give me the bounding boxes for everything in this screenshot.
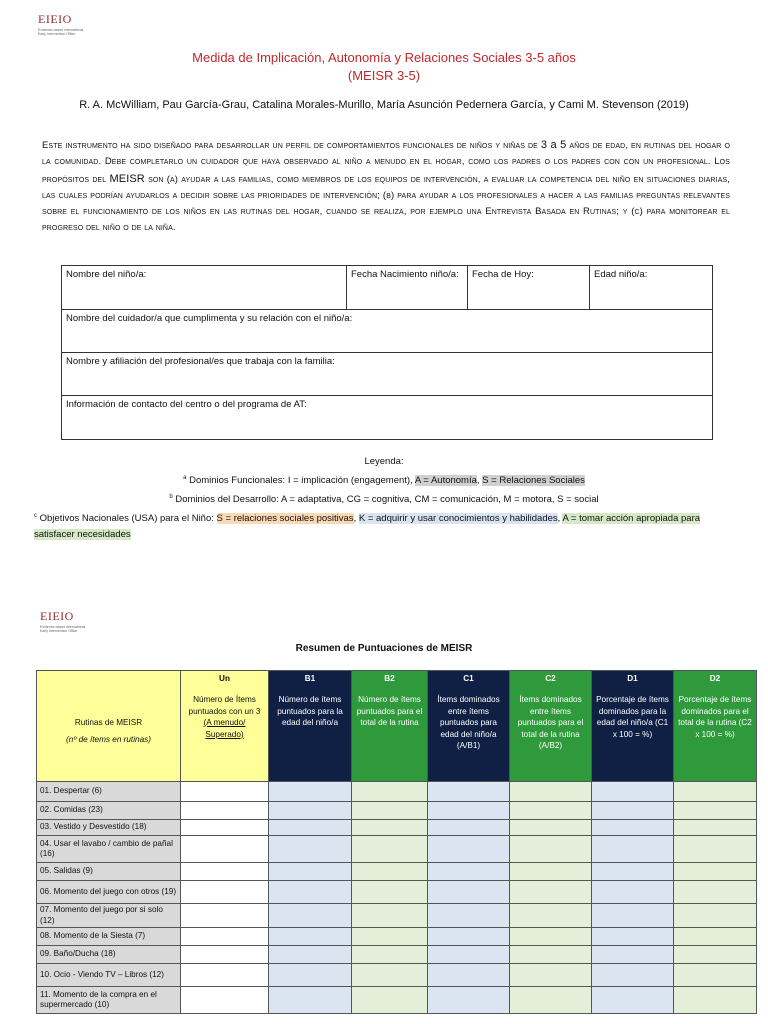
score-cell[interactable] — [674, 904, 757, 928]
score-cell[interactable] — [269, 820, 352, 836]
score-cell[interactable] — [352, 987, 428, 1014]
score-cell[interactable] — [352, 836, 428, 863]
professional-field[interactable]: Nombre y afiliación del profesional/es que trabaja con la familia: — [62, 353, 713, 396]
score-cell[interactable] — [510, 881, 592, 904]
logo — [38, 12, 118, 36]
score-cell[interactable] — [428, 964, 510, 987]
column-header: C1 Ítems dominados entre ítems puntuados para edad del niño/a (A/B1) — [428, 671, 510, 782]
routine-label: 07. Momento del juego por si solo (12) — [37, 904, 181, 928]
score-cell[interactable] — [428, 987, 510, 1014]
legend-functional-domains: $^a$ Dominios Funcionales: I = implicación (engagement), A = Autonomía, S = Relaciones Sociales — [183, 475, 585, 487]
score-cell[interactable] — [269, 946, 352, 964]
routine-label: 04. Usar el lavabo / cambio de pañal (16) — [37, 836, 181, 863]
contact-field[interactable]: Información de contacto del centro o del programa de AT: — [62, 396, 713, 440]
child-age-field[interactable]: Edad niño/a: — [590, 266, 713, 310]
table-row — [37, 782, 757, 802]
score-cell[interactable] — [181, 881, 269, 904]
column-header: B1 Número de ítems puntuados para la edad del niño/a — [269, 671, 352, 782]
logo-subtitle: Evidence-based International Early Intervention Office — [38, 28, 84, 36]
column-header: B2 Número de ítems puntuados para el total de la rutina — [352, 671, 428, 782]
table-row — [37, 802, 757, 820]
score-cell[interactable] — [592, 836, 674, 863]
score-cell[interactable] — [592, 863, 674, 881]
intro-paragraph: Este instrumento ha sido diseñado para desarrollar un perfil de comportamientos funcionales de niños y niñas de 3 a 5 años de edad, en rutinas del hogar o la comunidad. Debe completarlo un cuidador que haya observado al niño a menudo en el hogar, como los padres o los padres con con un profesional. Los propósitos del MEISR son (a) ayudar a las familias, como miembros de los equipos de intervención, a evaluar la competencia del niño en situaciones diarias, las cuales podrían ayudarlos a decidir sobre las prioridades de intervención; (b) para ayudar a los profesionales a hacer a las familias preguntas relevantes sobre el funcionamiento de los niños en las rutinas del hogar, cuando se realiza, por ejemplo una Entrevista Basada en Rutinas; y (c) para monitorear el progreso del niño o de la niña. — [42, 139, 731, 234]
score-cell[interactable] — [510, 928, 592, 946]
score-cell[interactable] — [674, 881, 757, 904]
meisr-summary-table — [36, 670, 757, 1014]
score-cell[interactable] — [428, 782, 510, 802]
score-cell[interactable] — [352, 946, 428, 964]
score-cell[interactable] — [428, 946, 510, 964]
table-row — [37, 820, 757, 836]
score-cell[interactable] — [510, 946, 592, 964]
score-cell[interactable] — [269, 987, 352, 1014]
score-cell[interactable] — [352, 964, 428, 987]
child-info-form — [61, 265, 713, 440]
score-cell[interactable] — [674, 946, 757, 964]
score-cell[interactable] — [352, 782, 428, 802]
score-cell[interactable] — [181, 863, 269, 881]
birth-date-field[interactable]: Fecha Nacimiento niño/a: — [347, 266, 468, 310]
table-row — [37, 881, 757, 904]
column-header: D2 Porcentaje de ítems dominados para el total de la rutina (C2 x 100 = %) — [674, 671, 757, 782]
score-cell[interactable] — [510, 863, 592, 881]
score-cell[interactable] — [181, 904, 269, 928]
score-cell[interactable] — [269, 904, 352, 928]
routine-label: 09. Baño/Ducha (18) — [37, 946, 181, 964]
logo-subtitle: Evidence-based International Early Intervention Office — [40, 625, 86, 633]
table-row — [37, 928, 757, 946]
table-row — [37, 836, 757, 863]
score-cell[interactable] — [510, 782, 592, 802]
score-cell[interactable] — [352, 881, 428, 904]
score-cell[interactable] — [674, 802, 757, 820]
score-cell[interactable] — [352, 904, 428, 928]
score-cell[interactable] — [592, 904, 674, 928]
routine-label: 03. Vestido y Desvestido (18) — [37, 820, 181, 836]
meisr-summary-body — [37, 782, 757, 1014]
column-header: C2 Ítems dominados entre ítems puntuados para el total de la rutina (A/B2) — [510, 671, 592, 782]
score-cell[interactable] — [181, 782, 269, 802]
score-cell[interactable] — [269, 836, 352, 863]
score-cell[interactable] — [592, 881, 674, 904]
legend-developmental-domains: $^b$ Dominios del Desarrollo: A = adaptativa, CG = cognitiva, CM = comunicación, M = motora, S = social — [169, 494, 599, 506]
score-cell[interactable] — [510, 964, 592, 987]
score-cell[interactable] — [181, 836, 269, 863]
score-cell[interactable] — [352, 802, 428, 820]
score-cell[interactable] — [510, 987, 592, 1014]
routine-label: 06. Momento del juego con otros (19) — [37, 881, 181, 904]
authors: R. A. McWilliam, Pau García-Grau, Catalina Morales-Murillo, María Asunción Pedernera García, y Cami M. Stevenson (2019) — [79, 99, 689, 111]
table-row — [37, 946, 757, 964]
routine-label: 11. Momento de la compra en el supermercado (10) — [37, 987, 181, 1014]
table-row — [37, 964, 757, 987]
score-cell[interactable] — [181, 928, 269, 946]
table-row — [37, 863, 757, 881]
score-cell[interactable] — [510, 820, 592, 836]
routine-label: 08. Momento de la Siesta (7) — [37, 928, 181, 946]
routine-label: 05. Salidas (9) — [37, 863, 181, 881]
score-cell[interactable] — [510, 904, 592, 928]
column-header: D1 Porcentaje de ítems dominados para la edad del niño/a (C1 x 100 = %) — [592, 671, 674, 782]
legend-national-outcomes: $^c$ Objetivos Nacionales (USA) para el Niño: S = relaciones sociales positivas, K = adquirir y usar conocimientos y habilidades, A = tomar acción apropiada para satisfacer necesidades — [34, 513, 701, 541]
score-cell[interactable] — [269, 802, 352, 820]
score-cell[interactable] — [269, 782, 352, 802]
score-cell[interactable] — [428, 863, 510, 881]
routine-label: 02. Comidas (23) — [37, 802, 181, 820]
score-cell[interactable] — [674, 782, 757, 802]
score-cell[interactable] — [510, 836, 592, 863]
score-cell[interactable] — [592, 928, 674, 946]
score-cell[interactable] — [269, 863, 352, 881]
score-cell[interactable] — [181, 946, 269, 964]
column-header: Un Número de Ítems puntuados con un 3 (A menudo/ Superado) — [181, 671, 269, 782]
score-cell[interactable] — [269, 964, 352, 987]
score-cell[interactable] — [428, 820, 510, 836]
score-cell[interactable] — [269, 881, 352, 904]
score-cell[interactable] — [428, 904, 510, 928]
logo — [40, 609, 120, 633]
summary-title: Resumen de Puntuaciones de MEISR — [295, 643, 473, 654]
legend — [0, 454, 768, 543]
routine-header: Rutinas de MEISR (nº de ítems en rutinas) — [37, 671, 181, 782]
score-cell[interactable] — [428, 928, 510, 946]
legend-title: Leyenda: — [364, 456, 404, 467]
score-cell[interactable] — [674, 836, 757, 863]
score-cell[interactable] — [674, 928, 757, 946]
score-cell[interactable] — [352, 863, 428, 881]
routine-label: 01. Despertar (6) — [37, 782, 181, 802]
score-cell[interactable] — [592, 964, 674, 987]
score-cell[interactable] — [181, 964, 269, 987]
score-cell[interactable] — [352, 820, 428, 836]
today-date-field[interactable]: Fecha de Hoy: — [468, 266, 590, 310]
score-cell[interactable] — [674, 987, 757, 1014]
score-cell[interactable] — [510, 802, 592, 820]
score-cell[interactable] — [592, 946, 674, 964]
table-row — [37, 904, 757, 928]
score-cell[interactable] — [181, 802, 269, 820]
score-cell[interactable] — [352, 928, 428, 946]
score-cell[interactable] — [592, 802, 674, 820]
score-cell[interactable] — [428, 802, 510, 820]
score-cell[interactable] — [592, 820, 674, 836]
score-cell[interactable] — [428, 881, 510, 904]
logo-name: EIEIO — [40, 609, 74, 623]
score-cell[interactable] — [592, 987, 674, 1014]
score-cell[interactable] — [428, 836, 510, 863]
score-cell[interactable] — [674, 820, 757, 836]
child-name-field[interactable]: Nombre del niño/a: — [62, 266, 347, 310]
score-cell[interactable] — [269, 928, 352, 946]
score-cell[interactable] — [181, 820, 269, 836]
routine-label: 10. Ocio - Viendo TV – Libros (12) — [37, 964, 181, 987]
score-cell[interactable] — [181, 987, 269, 1014]
table-row — [37, 987, 757, 1014]
logo-name: EIEIO — [38, 12, 72, 26]
caregiver-field[interactable]: Nombre del cuidador/a que cumplimenta y su relación con el niño/a: — [62, 310, 713, 353]
page-title: Medida de Implicación, Autonomía y Relaciones Sociales 3-5 años (MEISR 3-5) — [192, 50, 576, 83]
score-cell[interactable] — [592, 782, 674, 802]
score-cell[interactable] — [674, 863, 757, 881]
score-cell[interactable] — [674, 964, 757, 987]
